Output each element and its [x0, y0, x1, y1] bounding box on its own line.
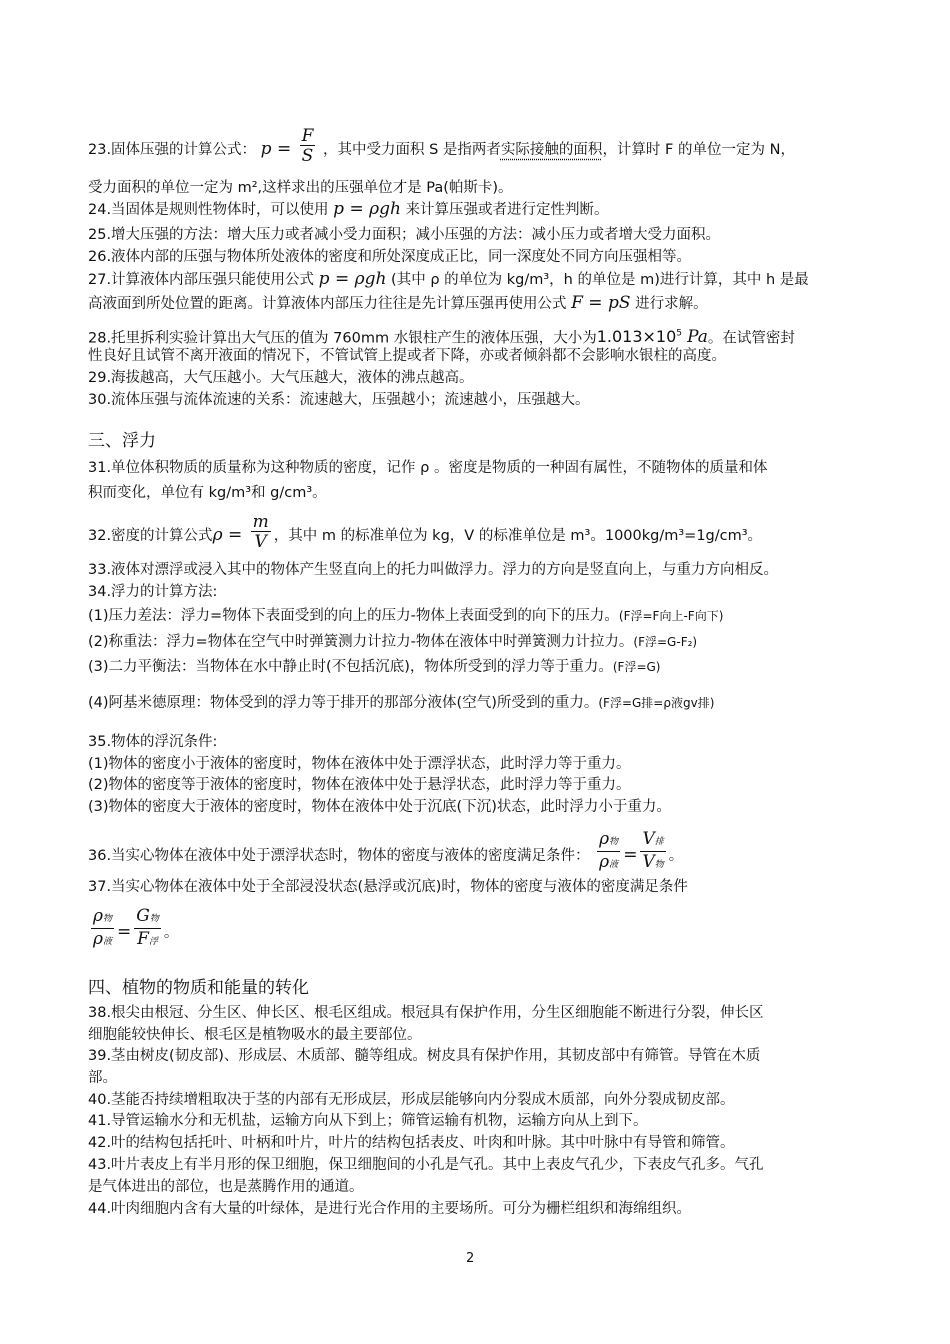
item-35-2: (2)物体的密度等于液体的密度时，物体在液体中处于悬浮状态，此时浮力等于重力。 — [88, 777, 631, 793]
immersion-condition-formula: $\frac{\text{ρ物}}{\text{ρ液}}$ = $\frac{\text{G物}}{\text{F浮}}$ — [93, 906, 159, 949]
item-39: 39.茎由树皮(韧皮部)、形成层、木质部、髓等组成。树皮具有保护作用，其韧皮部中有筛管。导管在木质 — [88, 1048, 761, 1064]
item-30: 30.流体压强与流体流速的关系：流速越大，压强越小；流速越小，压强越大。 — [88, 392, 590, 408]
item-27-cont: 高液面到所处位置的距离。计算液体内部压力往往是先计算压强再使用公式 F = pS 进行求解。 — [88, 293, 708, 313]
item-37-formula: $\frac{\text{ρ物}}{\text{ρ液}}$ = $\frac{\text{G物}}{\text{F浮}}$ 。 — [88, 910, 178, 955]
item-43-cont: 是气体进出的部位，也是蒸腾作用的通道。 — [88, 1179, 364, 1195]
item-23: 23.固体压强的计算公式： p = $\frac{F}{S}$ ，其中受力面积 S 是指两者实际接触的面积，计算时 F 的单位一定为 N， — [88, 126, 795, 166]
section-heading-buoyancy: 三、浮力 — [88, 431, 156, 451]
item-28: 28.托里拆利实验计算出大气压的值为 760mm 水银柱产生的液体压强，大小为$1.013\times 10^5$ Pa。在试管密封 — [88, 327, 795, 348]
item-34-1: (1)压力差法：浮力=物体下表面受到的向上的压力-物体上表面受到的向下的压力。(F浮=F向上-F向下) — [88, 608, 724, 624]
item-44: 44.叶肉细胞内含有大量的叶绿体，是进行光合作用的主要场所。可分为栅栏组织和海绵组织。 — [88, 1201, 692, 1217]
item-34-3: (3)二力平衡法：当物体在水中静止时(不包括沉底)，物体所受到的浮力等于重力。(F浮=G) — [88, 659, 661, 675]
item-38: 38.根尖由根冠、分生区、伸长区、根毛区组成。根冠具有保护作用，分生区细胞能不断进行分裂，伸长区 — [88, 1005, 764, 1021]
item-38-cont: 细胞能较快伸长、根毛区是植物吸水的最主要部位。 — [88, 1027, 422, 1043]
item-33: 33.液体对漂浮或浸入其中的物体产生竖直向上的托力叫做浮力。浮力的方向是竖直向上，与重力方向相反。 — [88, 562, 779, 578]
item-31: 31.单位体积物质的质量称为这种物质的密度，记作 ρ 。密度是物质的一种固有属性，不随物体的质量和体 — [88, 460, 768, 476]
item-32: 32.密度的计算公式ρ = $\frac{m}{V}$ ，其中 m 的标准单位为 kg，V 的标准单位是 m³。1000kg/m³=1g/cm³。 — [88, 512, 763, 552]
item-34-2: (2)称重法：浮力=物体在空气中时弹簧测力计拉力-物体在液体中时弹簧测力计拉力。(F浮=G-F₂) — [88, 634, 698, 650]
item-35-1: (1)物体的密度小于液体的密度时，物体在液体中处于漂浮状态，此时浮力等于重力。 — [88, 756, 631, 772]
item-34: 34.浮力的计算方法: — [88, 584, 218, 600]
item-23-cont: 受力面积的单位一定为 m²,这样求出的压强单位才是 Pa(帕斯卡)。 — [88, 180, 513, 196]
item-28-cont: 性良好且试管不离开液面的情况下，不管试管上提或者下降，亦或者倾斜都不会影响水银柱的高度。 — [88, 348, 726, 364]
item-26: 26.液体内部的压强与物体所处液体的密度和所处深度成正比，同一深度处不同方向压强相等。 — [88, 249, 692, 265]
float-condition-formula: $\frac{\text{ρ物}}{\text{ρ液}}$ = $\frac{\text{V排}}{\text{V物}}$ — [599, 829, 664, 872]
section-heading-plants: 四、植物的物质和能量的转化 — [88, 978, 309, 998]
item-35-3: (3)物体的密度大于液体的密度时，物体在液体中处于沉底(下沉)状态，此时浮力小于重力。 — [88, 799, 671, 815]
item-34-4: (4)阿基米德原理：物体受到的浮力等于排开的那部分液体(空气)所受到的重力。(F浮=G排=ρ液gv排) — [88, 695, 715, 711]
item-43: 43.叶片表皮上有半月形的保卫细胞，保卫细胞间的小孔是气孔。其中上表皮气孔少，下表皮气孔多。气孔 — [88, 1157, 764, 1173]
page-number: 2 — [466, 1251, 475, 1266]
item-31-cont: 积而变化，单位有 kg/m³和 g/cm³。 — [88, 485, 327, 501]
item-39-cont: 部。 — [88, 1070, 117, 1086]
item-36: 36.当实心物体在液体中处于漂浮状态时，物体的密度与液体的密度满足条件： $\frac{\text{ρ物}}{\text{ρ液}}$ = $\frac{\text{V排}}{\text{V物}}$ 。 — [88, 829, 684, 872]
item-24: 24.当固体是规则性物体时，可以使用 p = ρgh 来计算压强或者进行定性判断。 — [88, 199, 609, 219]
item-35: 35.物体的浮沉条件: — [88, 734, 218, 750]
item-27: 27.计算液体内部压强只能使用公式 p = ρgh (其中 ρ 的单位为 kg/m³，h 的单位是 m)进行计算，其中 h 是最 — [88, 269, 809, 289]
item-29: 29.海拔越高，大气压越小。大气压越大，液体的沸点越高。 — [88, 370, 474, 386]
item-37: 37.当实心物体在液体中处于全部浸没状态(悬浮或沉底)时，物体的密度与液体的密度满足条件 — [88, 879, 688, 895]
item-25: 25.增大压强的方法：增大压力或者减小受力面积；减小压强的方法：减小压力或者增大受力面积。 — [88, 227, 721, 243]
pressure-formula: p = $\frac{F}{S}$ — [260, 126, 314, 166]
item-42: 42.叶的结构包括托叶、叶柄和叶片，叶片的结构包括表皮、叶肉和叶脉。其中叶脉中有导管和筛管。 — [88, 1135, 735, 1151]
item-41: 41.导管运输水分和无机盐，运输方向从下到上；筛管运输有机物，运输方向从上到下。 — [88, 1113, 648, 1129]
density-formula: ρ = $\frac{m}{V}$ — [212, 512, 269, 552]
item-40: 40.茎能否持续增粗取决于茎的内部有无形成层，形成层能够向内分裂成木质部，向外分裂成韧皮部。 — [88, 1092, 735, 1108]
